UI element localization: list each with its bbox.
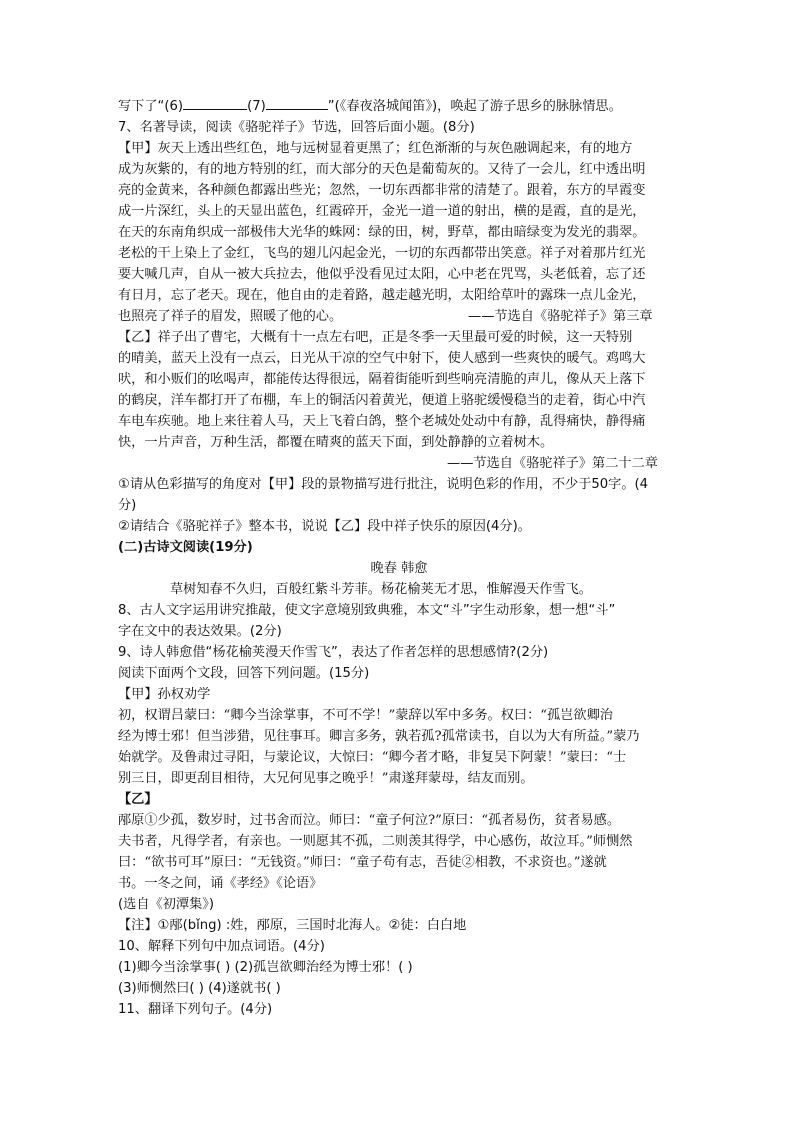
- reading-yi-line: 书。一冬之间，诵《孝经》《论语》: [118, 876, 323, 891]
- q7-jia-line: 在天的东南角织成一部极伟大光华的蛛网：绿的田，树，野草，都由暗绿变为发光的翡翠。: [118, 225, 646, 240]
- reading-yi-title: 【乙】: [118, 792, 158, 807]
- reading-jia-line: 别三日，即更刮目相待，大兄何见事之晚乎！”肃遂拜蒙母，结友而别。: [118, 771, 534, 786]
- q7-sub1-cont: 分): [118, 498, 137, 513]
- q6-prefix: 写下了“(6): [118, 99, 184, 114]
- section-title: (二)古诗文阅读(19分): [118, 540, 253, 555]
- q6-blank-7[interactable]: [266, 97, 328, 110]
- q10-title: 10、解释下列句中加点词语。(4分): [118, 939, 325, 954]
- poem-title: 晚春 韩愈: [370, 561, 428, 576]
- q7-jia-line: 成为灰紫的，有的地方特别的红，而大部分的天色是葡萄灰的。又待了一会儿，红中透出明: [118, 162, 646, 177]
- reading-yi-line: 夫书者，凡得学者，有亲也。一则愿其不孤，二则羡其得学，中心感伤，故泣耳。”师恻然: [118, 834, 633, 849]
- reading-yi-line: 邴原①少孤，数岁时，过书舍而泣。师曰：“童子何泣?”原曰：“孤者易伤，贫者易感。: [118, 813, 621, 828]
- q7-yi-source: ——节选自《骆驼祥子》第二十二章: [447, 456, 658, 471]
- q7-sub2: ②请结合《骆驼祥子》整本书，说说【乙】段中祥子快乐的原因(4分)。: [118, 519, 531, 534]
- q7-jia-source: ——节选自《骆驼祥子》第三章: [468, 309, 653, 324]
- q6-line: [118, 97, 680, 117]
- q8-line: 字在文中的表达效果。(2分): [118, 624, 282, 639]
- reading-jia-line: 始就学。及鲁肃过寻阳，与蒙论议，大惊曰：“卿今者才略，非复吴下阿蒙！”蒙曰：“士: [118, 750, 627, 765]
- reading-jia-title: 【甲】孙权劝学: [118, 687, 211, 702]
- q7-jia-line: 【甲】灰天上透出些红色，地与远树显着更黑了；红色渐渐的与灰色融调起来，有的地方: [118, 141, 633, 156]
- q6-mid: (7): [247, 99, 266, 114]
- poem-text: 草树知春不久归，百般红紫斗芳菲。杨花榆荚无才思，惟解漫天作雪飞。: [170, 582, 592, 597]
- q6-suffix: ”(《春夜洛城闻笛》)，唤起了游子思乡的脉脉情思。: [327, 99, 622, 114]
- q9-line: 9、诗人韩愈借“杨花榆荚漫天作雪飞”，表达了作者怎样的思想感情?(2分): [118, 645, 549, 660]
- q10-line: (1)卿今当涂掌事( ) (2)孤岂欲卿治经为博士邪！( ): [118, 960, 413, 975]
- q11-title: 11、翻译下列句子。(4分): [118, 1002, 273, 1017]
- q7-jia-line: 要大喊几声，自从一被大兵拉去，他似乎没看见过太阳，心中老在咒骂，头老低着，忘了还: [118, 267, 646, 282]
- q7-jia-line: 有日月，忘了老天。现在，他自由的走着路，越走越光明，太阳给草叶的露珠一点儿金光，: [118, 288, 646, 303]
- reading-intro: 阅读下面两个文段，回答下列问题。(15分): [118, 666, 370, 681]
- q10-line: (3)师恻然曰( ) (4)遂就书( ): [118, 981, 281, 996]
- q7-jia-line: 老松的干上染上了金红，飞鸟的翅儿闪起金光，一切的东西都带出笑意。祥子对着那片红光: [118, 246, 646, 261]
- reading-source: (选自《初潭集》): [118, 897, 215, 912]
- q7-title: 7、名著导读，阅读《骆驼祥子》节选，回答后面小题。(8分): [118, 120, 475, 135]
- q7-yi-line: 【乙】祥子出了曹宅，大概有十一点左右吧，正是冬季一天里最可爱的时候，这一天特别: [118, 330, 633, 345]
- reading-jia-line: 初，权谓吕蒙曰：“卿今当涂掌事，不可不学！”蒙辞以军中多务。权曰：“孤岂欲卿治: [118, 708, 613, 723]
- q7-sub1: ①请从色彩描写的角度对【甲】段的景物描写进行批注，说明色彩的作用，不少于50字。(4: [118, 477, 649, 492]
- q7-yi-line: 车电车疾驰。地上来往着人马，天上飞着白鸽，整个老城处处动中有静，乱得痛快，静得痛: [118, 414, 646, 429]
- reading-note: 【注】①邴(bǐng) :姓，邴原，三国时北海人。②徒：白白地: [118, 918, 467, 933]
- q7-jia-line-last: [118, 307, 680, 327]
- q7-yi-line: 吠，和小贩们的吆喝声，都能传达得很远，隔着街能听到些响亮清脆的声儿，像从天上落下: [118, 372, 646, 387]
- q7-jia-line: 亮的金黄来，各种颜色都露出些光；忽然，一切东西都非常的清楚了。跟着，东方的早霞变: [118, 183, 646, 198]
- reading-jia-line: 经为博士邪！但当涉猎，见往事耳。卿言多务，孰若孤?孤常读书，自以为大有所益。”蒙乃: [118, 729, 640, 744]
- q7-yi-line: 的晴美，蓝天上没有一点云，日光从干凉的空气中射下，使人感到一些爽快的暖气。鸡鸣大: [118, 351, 646, 366]
- q8-line: 8、古人文字运用讲究推敲，使文字意境别致典雅，本文“斗”字生动形象，想一想“斗”: [118, 603, 616, 618]
- q7-jia-line: 成一片深红，头上的天显出蓝色，红霞碎开，金光一道一道的射出，横的是霞，直的是光，: [118, 204, 646, 219]
- q7-jia-text: 也照亮了祥子的眉发，照暖了他的心。: [118, 309, 343, 324]
- q6-blank-6[interactable]: [183, 97, 247, 110]
- q7-yi-line: 的鹤戾，洋车都打开了布棚，车上的铜活闪着黄光，便道上骆驼缓慢稳当的走着，街心中汽: [118, 393, 646, 408]
- q7-yi-line: 快，一片声音，万种生活，都覆在晴爽的蓝天下面，到处静静的立着树木。: [118, 435, 554, 450]
- reading-yi-line: 曰：“欲书可耳”原曰：“无钱资。”师曰：“童子苟有志，吾徒②相教，不求资也。”遂就: [118, 855, 607, 870]
